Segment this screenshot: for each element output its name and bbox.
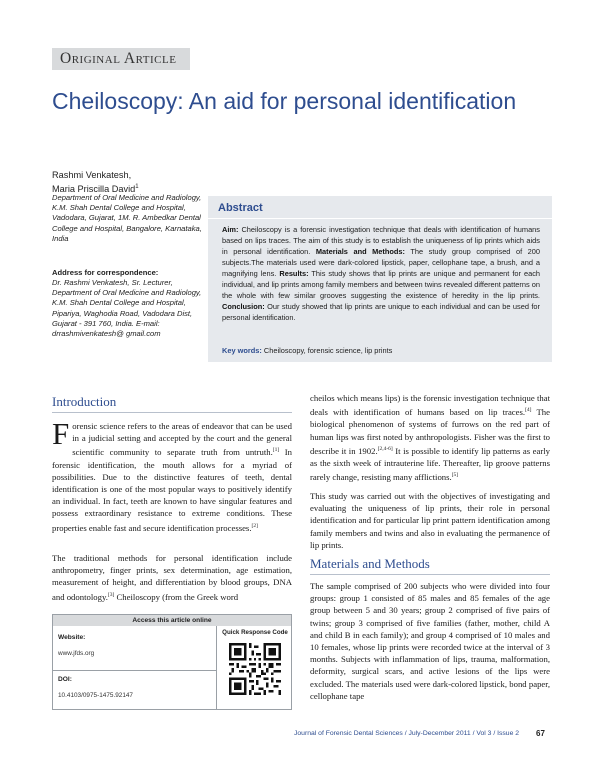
abstract-aim-label: Aim:: [222, 225, 239, 234]
methods-paragraph-1: The sample comprised of 200 subjects who were divided into four groups: group 1 consisted of 85 males and 85 females of the age group between 5 and 30 years; group 2 comprised of five pairs of twins; group 3 comprised of five families (father, mother, child A and child B in each family); and group 4 comprised of 10 males and 10 females, whose lip prints were recorded twice at the interval of 3 months. Subjects with inflammation of lips, trauma, malformation, deformity, surgical scars, and active lesions of the lips were excluded. The materials used were dark-colored lipstick, bond paper, cellophane tape: [310, 581, 550, 701]
keywords-label: Key words:: [222, 346, 262, 355]
abstract-divider: [208, 218, 552, 219]
introduction-rule: [52, 412, 292, 413]
abstract-methods-label: Materials and Methods:: [315, 247, 405, 256]
abstract-conclusion: Our study showed that lip prints are unique to each individual and can be used for personal identification.: [222, 302, 540, 322]
author-1: Rashmi Venkatesh,: [52, 170, 132, 180]
abstract-conclusion-label: Conclusion:: [222, 302, 265, 311]
qr-code-icon[interactable]: [229, 643, 281, 695]
abstract-heading: Abstract: [218, 202, 263, 214]
abstract-results-label: Results:: [279, 269, 309, 278]
website-link[interactable]: www.jfds.org: [58, 650, 95, 657]
intro-paragraph-4: This study was carried out with the objectives of investigating and evaluating the uniqueness of lip prints, their role in personal identification and for particular lip print pattern identification among family members and twins and also in evaluating the permanence of lip prints.: [310, 491, 550, 550]
correspondence-address: Dr. Rashmi Venkatesh, Sr. Lecturer, Department of Oral Medicine and Radiology, K.M. Shah Dental College and Hospital, Pipariya, Waghodia Road, Vadodara Dist, Gujarat - 391 760, India. E-mail: drrashmivenkatesh@ gmail.com: [52, 278, 202, 339]
keywords-list: Cheiloscopy, forensic science, lip prints: [263, 346, 393, 355]
methods-heading: Materials and Methods: [310, 556, 430, 571]
author-2: Maria Priscilla David$^1$: [52, 183, 139, 194]
page-number: 67: [536, 729, 545, 738]
abstract-results: This study shows that lip prints are unique and permanent for each individual, and lip prints among family members and between twins revealed different patterns on the whole with few similar grooves suggesting the existence of heredity in the lip prints.: [222, 269, 541, 300]
intro-paragraph-1: Forensic science refers to the areas of endeavor that can be used in a judicial setting and accepted by the court and the general scientific community to separate truth from untruth.[1] In forensic identification, the mouth allows for a myriad of possibilities. Due to the distinctive features of teeth, dental identification is one of the most popular ways to positively identify an individual. In fact, teeth are known to have singular features and possess extraordinary resistance to extreme conditions. These properties enable fast and secure identification processes.[2]: [52, 416, 292, 533]
drop-cap: F: [52, 416, 70, 451]
access-box-divider-vertical: [216, 626, 217, 710]
abstract-methods: The study group comprised of 200 subjects.The materials used were dark-colored lipstick, paper, cellophane tape, a brush, and a magnifying lens.: [222, 247, 540, 278]
correspondence-heading: Address for correspondence:: [52, 268, 159, 277]
methods-rule: [310, 574, 550, 575]
intro-paragraph-2: The traditional methods for personal identification include anthropometry, finger prints, sex determination, age estimation, measurement of height, and differentiation by blood groups, DNA and odontology.[3] Cheiloscopy (from the Greek word: [52, 553, 292, 602]
keywords: [222, 346, 540, 355]
qr-label: Quick Response Code: [222, 629, 288, 636]
introduction-heading: Introduction: [52, 394, 117, 409]
abstract-aim: Cheiloscopy is a forensic investigation technique that deals with identification of humans based on lips traces. The aim of this study is to establish the uniqueness of lip prints which aids in personal identification.: [222, 225, 540, 256]
article-title: Cheiloscopy: An aid for personal identification: [52, 88, 517, 114]
article-type-tag: Original Article: [52, 48, 190, 70]
website-label: Website:: [58, 634, 86, 641]
doi-value[interactable]: 10.4103/0975-1475.92147: [58, 692, 133, 699]
access-box-heading: Access this article online: [53, 615, 291, 626]
author-affiliation: Department of Oral Medicine and Radiology, K.M. Shah Dental College and Hospital, Vadodara, Gujarat, 1M. R. Ambedkar Dental College and Hospital, Bangalore, Karnataka, India: [52, 193, 202, 243]
access-box-divider-horizontal: [53, 670, 216, 671]
doi-label: DOI:: [58, 676, 72, 683]
author-list: [52, 170, 202, 195]
abstract-body: [222, 224, 540, 323]
intro-paragraph-3: cheilos which means lips) is the forensic investigation technique that deals with identification of humans based on lip traces.[4] The biological phenomenon of systems of furrows on the red part of human lips was first noted by anthropologists. Fisher was the first to describe it in 1902.[2,4-6] It is possible to identify lip patterns as early as the sixth week of intrauterine life. Thereafter, lip groove patterns rarely change, resisting many afflictions.[5]: [310, 393, 550, 482]
journal-footer: Journal of Forensic Dental Sciences / July-December 2011 / Vol 3 / Issue 2: [294, 730, 520, 737]
